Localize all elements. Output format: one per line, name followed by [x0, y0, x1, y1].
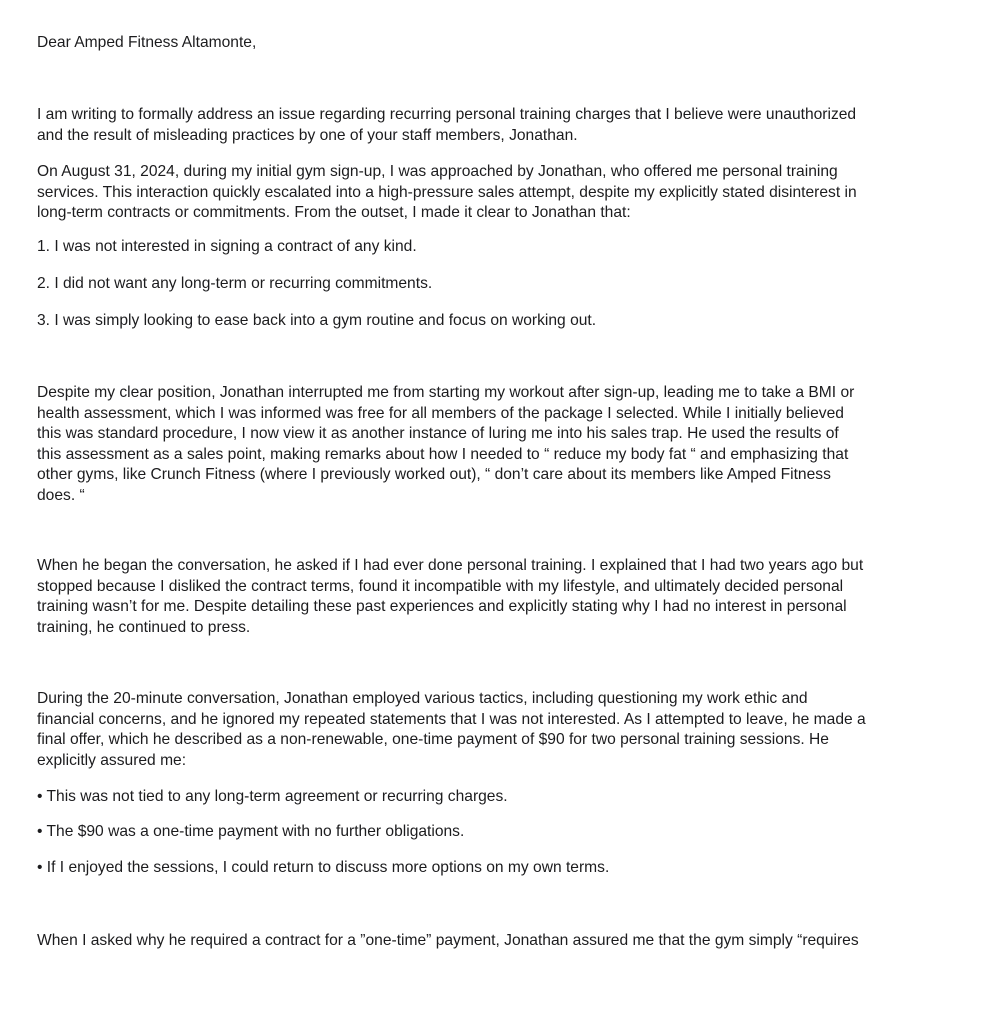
text-line: On August 31, 2024, during my initial gym sign-up, I was approached by Jonathan, who offered me personal training	[37, 163, 838, 180]
list-item: • This was not tied to any long-term agreement or recurring charges.	[37, 788, 508, 805]
text-line: this was standard procedure, I now view it as another instance of luring me into his sales trap. He used the results of	[37, 425, 839, 442]
paragraph-assessment	[37, 383, 957, 506]
bullet-point-1	[37, 787, 957, 808]
text-line: long-term contracts or commitments. From the outset, I made it clear to Jonathan that:	[37, 204, 631, 221]
text-line: other gyms, like Crunch Fitness (where I previously worked out), “ don’t care about its members like Amped Fitness	[37, 466, 831, 483]
text-line: does. “	[37, 486, 85, 504]
text-line: health assessment, which I was informed was free for all members of the package I selected. While I initially believed	[37, 404, 844, 422]
paragraph-intro	[37, 105, 957, 146]
bullet-point-3	[37, 858, 957, 879]
numbered-point-3	[37, 311, 957, 332]
list-item: 1. I was not interested in signing a contract of any kind.	[37, 238, 417, 255]
text-line: stopped because I disliked the contract terms, found it incompatible with my lifestyle, and ultimately decided personal	[37, 577, 844, 595]
text-line: I am writing to formally address an issue regarding recurring personal training charges that I believe were unauthorized	[37, 106, 857, 123]
paragraph-contract	[37, 931, 957, 952]
text-line: explicitly assured me:	[37, 751, 187, 769]
list-item: 2. I did not want any long-term or recurring commitments.	[37, 275, 433, 292]
paragraph-conversation	[37, 689, 957, 771]
numbered-point-1	[37, 237, 957, 258]
list-item: 3. I was simply looking to ease back into a gym routine and focus on working out.	[37, 312, 597, 329]
text-line: Despite my clear position, Jonathan interrupted me from starting my workout after sign-up, leading me to take a BMI or	[37, 384, 855, 401]
salutation	[37, 33, 957, 54]
text-line: training wasn’t for me. Despite detailing these past experiences and explicitly stating why I had no interest in personal	[37, 598, 847, 615]
text-line: financial concerns, and he ignored my repeated statements that I was not interested. As I attempted to leave, he made a	[37, 710, 866, 728]
list-item: • The $90 was a one-time payment with no further obligations.	[37, 823, 465, 840]
paragraph-history	[37, 556, 957, 638]
text-line: training, he continued to press.	[37, 618, 251, 636]
text-line: and the result of misleading practices by one of your staff members, Jonathan.	[37, 126, 578, 144]
numbered-point-2	[37, 274, 957, 295]
bullet-point-2	[37, 822, 957, 843]
text-line: this assessment as a sales point, making remarks about how I needed to “ reduce my body fat “ and emphasizing that	[37, 445, 849, 463]
list-item: • If I enjoyed the sessions, I could return to discuss more options on my own terms.	[37, 859, 610, 876]
salutation-text: Dear Amped Fitness Altamonte,	[37, 34, 257, 51]
text-line: During the 20-minute conversation, Jonathan employed various tactics, including questioning my work ethic and	[37, 690, 808, 707]
text-line: When I asked why he required a contract for a ”one-time” payment, Jonathan assured me that the gym simply “requires	[37, 932, 859, 949]
paragraph-signup	[37, 162, 957, 224]
text-line: When he began the conversation, he asked if I had ever done personal training. I explained that I had two years ago but	[37, 557, 864, 574]
text-line: final offer, which he described as a non-renewable, one-time payment of $90 for two personal training sessions. He	[37, 731, 829, 748]
text-line: services. This interaction quickly escalated into a high-pressure sales attempt, despite my explicitly stated disinterest in	[37, 183, 857, 201]
